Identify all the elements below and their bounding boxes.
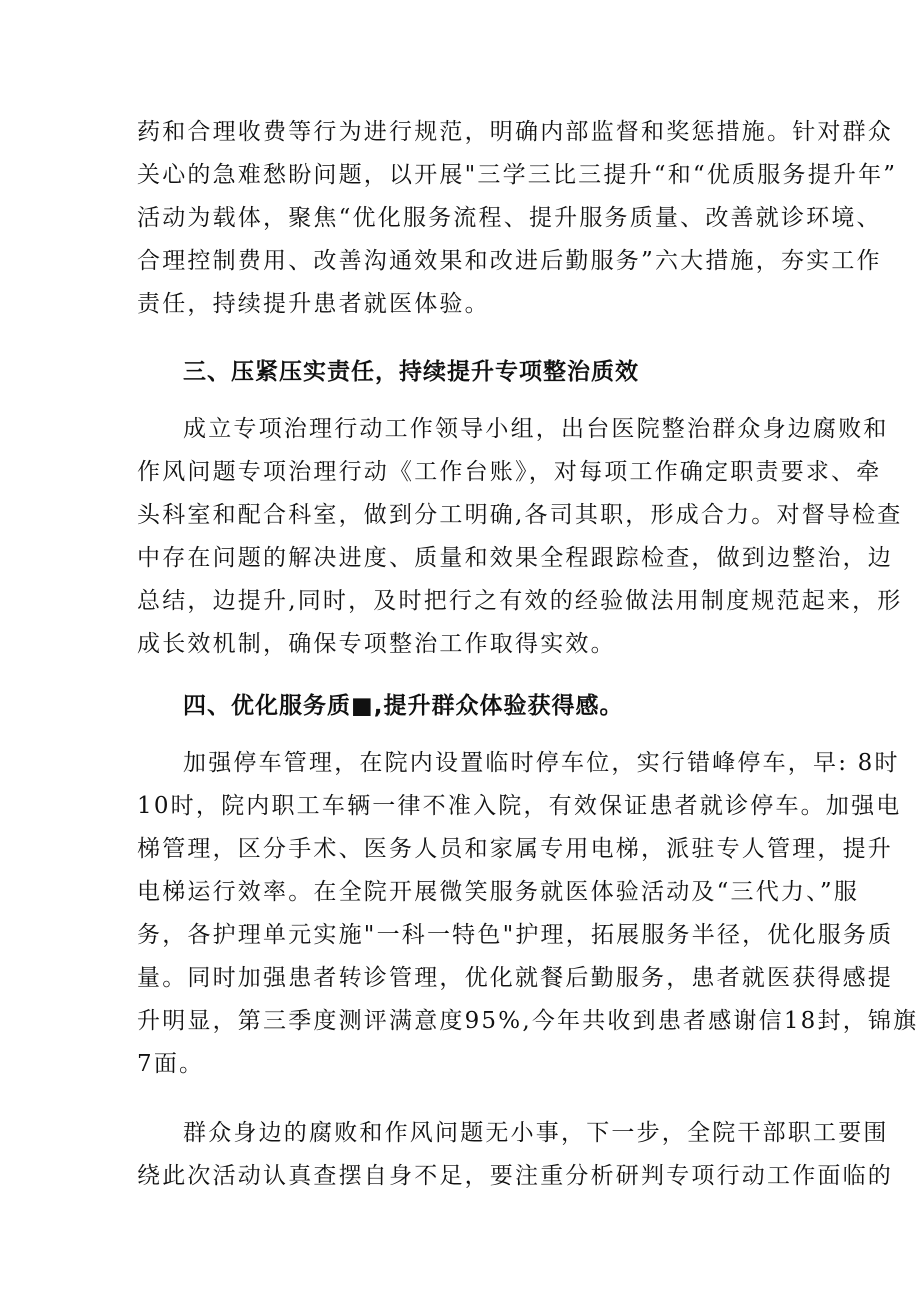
paragraph-line: 活动为载体，聚焦“优化服务流程、提升服务质量、改善就诊环境、 <box>137 205 882 231</box>
paragraph-line: 总结，边提升,同时，及时把行之有效的经验做法用制度规范起来，形 <box>137 588 903 614</box>
paragraph-line: 责任，持续提升患者就医体验。 <box>137 291 490 317</box>
paragraph-line: 合理控制费用、改善沟通效果和改进后勤服务”六大措施，夯实工作 <box>137 248 882 274</box>
paragraph-line: 中存在问题的解决进度、质量和效果全程跟踪检查，做到边整治，边 <box>137 545 893 571</box>
paragraph-line: 绕此次活动认真查摆自身不足，要注重分析研判专项行动工作面临的 <box>137 1163 893 1189</box>
section-heading-4: 四、优化服务质■,提升群众体验获得感。 <box>183 693 624 719</box>
paragraph-line: 成立专项治理行动工作领导小组，出台医院整治群众身边腐败和 <box>183 416 889 442</box>
paragraph-line: 作风问题专项治理行动《工作台账》，对每项工作确定职责要求、牵 <box>137 459 882 485</box>
paragraph-line: 务，各护理单元实施"一科一特色"护理，拓展服务半径，优化服务质 <box>137 922 894 948</box>
paragraph-line: 成长效机制，确保专项整治工作取得实效。 <box>137 631 616 657</box>
paragraph-line: 群众身边的腐败和作风问题无小事，下一步，全院干部职工要围 <box>183 1120 889 1146</box>
paragraph-line: 量。同时加强患者转诊管理，优化就餐后勤服务，患者就医获得感提 <box>137 965 893 991</box>
paragraph-line: 头科室和配合科室，做到分工明确,各司其职，形成合力。对督导检查 <box>137 502 903 528</box>
paragraph-line: 药和合理收费等行为进行规范，明确内部监督和奖惩措施。针对群众 <box>137 119 893 145</box>
paragraph-line: 加强停车管理，在院内设置临时停车位，实行错峰停车，早: 8时 <box>183 750 900 776</box>
paragraph-line: 10时，院内职工车辆一律不准入院，有效保证患者就诊停车。加强电 <box>137 793 902 819</box>
paragraph-line: 7面。 <box>137 1051 205 1077</box>
paragraph-line: 电梯运行效率。在全院开展微笑服务就医体验活动及“三代力、”服 <box>137 879 860 905</box>
section-heading-3: 三、压紧压实责任，持续提升专项整治质效 <box>183 359 639 385</box>
paragraph-line: 关心的急难愁盼问题，以开展"三学三比三提升“和“优质服务提升年” <box>137 162 898 188</box>
paragraph-line: 升明显，第三季度测评满意度95%,今年共收到患者感谢信18封，锦旗 <box>137 1008 919 1034</box>
paragraph-line: 梯管理，区分手术、医务人员和家属专用电梯，派驻专人管理，提升 <box>137 836 893 862</box>
